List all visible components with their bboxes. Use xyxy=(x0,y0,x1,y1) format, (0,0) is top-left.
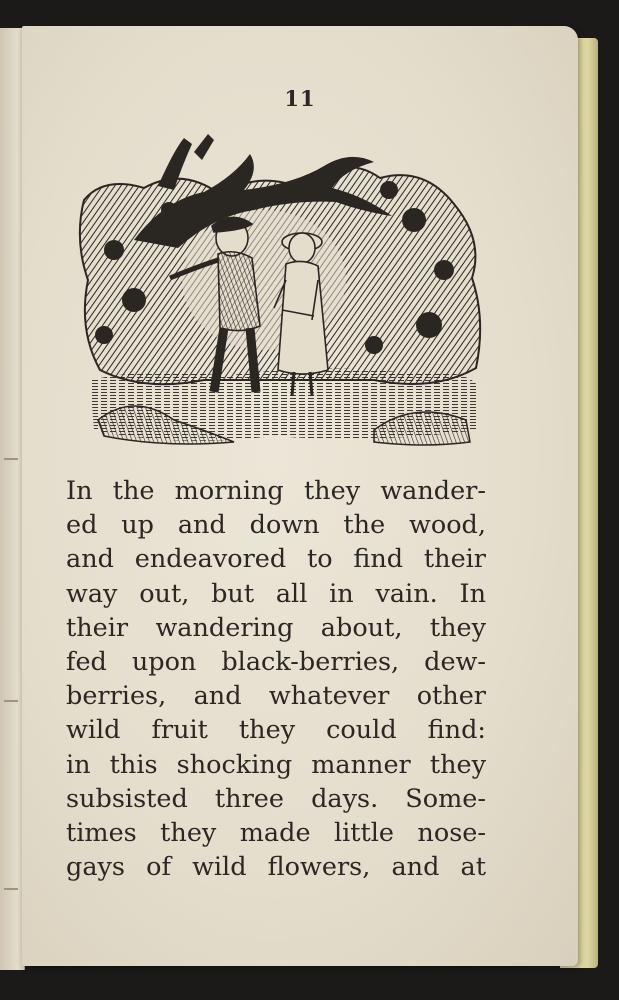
woodcut-illustration-icon xyxy=(74,130,484,470)
text-line: in this shocking manner they xyxy=(66,749,486,780)
body-text xyxy=(66,474,486,884)
binding-stitch xyxy=(4,700,18,702)
text-line: wild fruit they could find: xyxy=(66,715,486,746)
binding-stitch xyxy=(4,888,18,890)
book-page xyxy=(22,26,578,966)
text-line: In the morning they wander- xyxy=(66,476,486,506)
text-line: gays of wild flowers, and at xyxy=(66,852,486,883)
text-line: their wandering about, they xyxy=(66,612,486,643)
text-line: and endeavored to find their xyxy=(66,544,486,575)
binding-stitch xyxy=(4,458,18,460)
text-line: fed upon black-berries, dew- xyxy=(66,646,486,677)
text-line: berries, and whatever other xyxy=(66,681,486,712)
page-number: 11 xyxy=(284,86,316,111)
text-line: times they made little nose- xyxy=(66,817,486,848)
text-line: way out, but all in vain. In xyxy=(66,578,486,609)
text-line: ed up and down the wood, xyxy=(66,510,486,541)
text-line: subsisted three days. Some- xyxy=(66,783,486,814)
